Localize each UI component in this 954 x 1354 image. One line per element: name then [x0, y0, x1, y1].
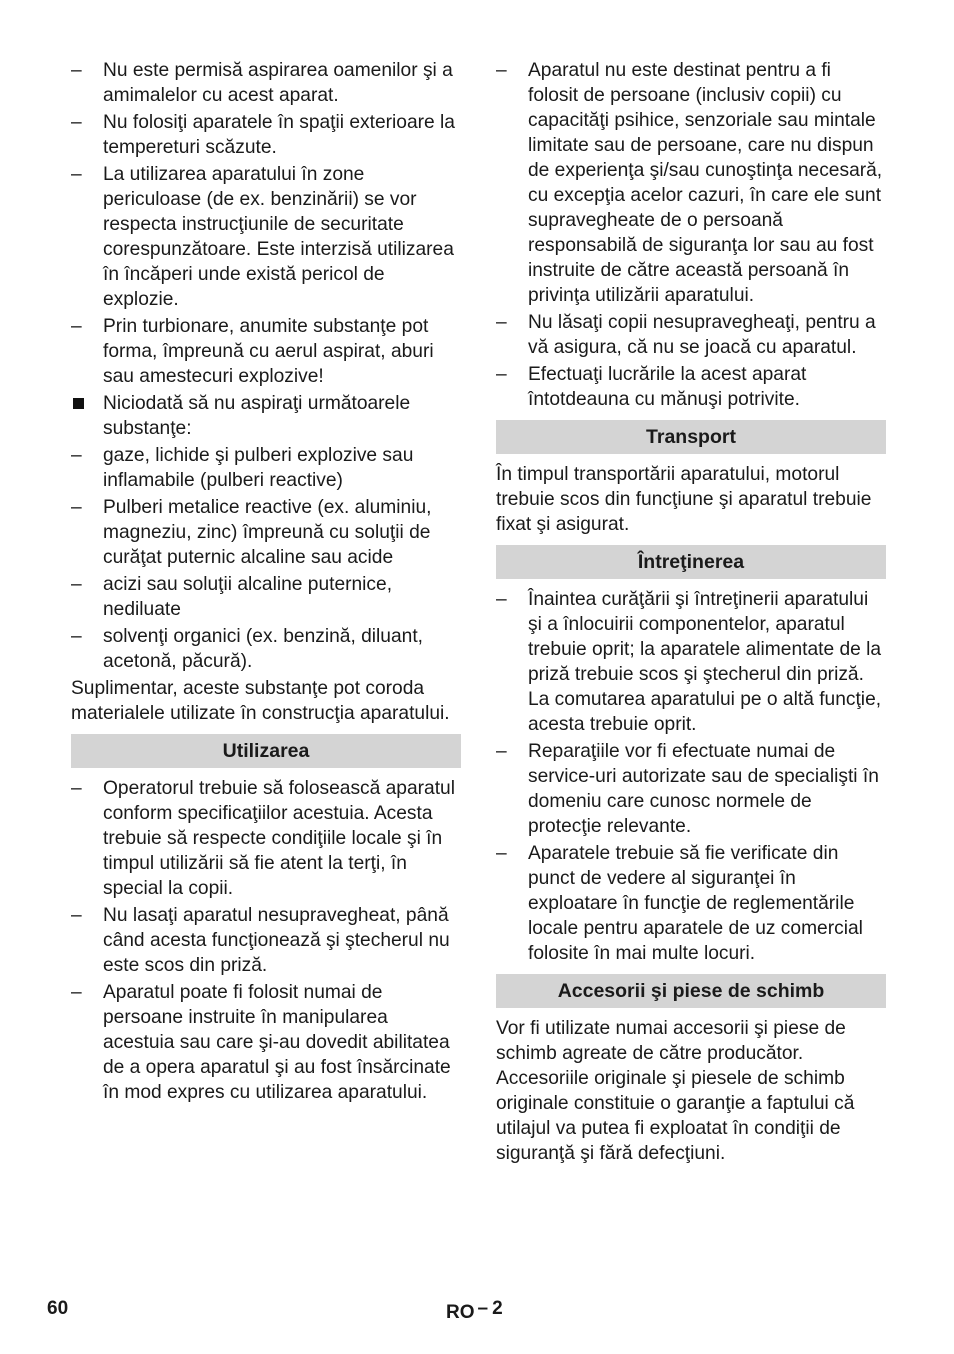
list-item-text: Aparatul poate fi folosit numai de persoane instruite în manipularea acestuia sau care şi-au dovedit abilitatea de a opera aparatul şi au fost însărcinate în mod expres cu utilizarea aparatului. [103, 982, 451, 1103]
dash-bullet-icon [71, 110, 87, 135]
list-item-text: acizi sau soluţii alcaline puternice, nediluate [103, 574, 393, 620]
list-item-text: Înaintea curăţării şi întreţinerii aparatului şi a înlocuirii componentelor, aparatul trebuie oprit; la aparatele alimentate de la priză trebuie scos şi ştecherul din priză. La comutarea aparatului pe o altă funcţie, acesta trebuie oprit. [528, 589, 882, 735]
dash-bullet-icon [71, 495, 87, 520]
right-list-b [496, 587, 886, 966]
list-item [71, 162, 461, 312]
dash-bullet-icon [71, 314, 87, 339]
list-item [496, 362, 886, 412]
dash-bullet-icon [496, 841, 512, 866]
list-item-text: Aparatele trebuie să fie verificate din punct de vedere al siguranţei în exploatare în funcţie de reglementările locale pentru aparatele de uz comercial folosite în mai multe locuri. [528, 843, 863, 964]
dash-bullet-icon [71, 624, 87, 649]
list-item [71, 572, 461, 622]
list-item-text: La utilizarea aparatului în zone periculoase (de ex. benzinării) se vor respecta instrucţiunile de securitate corespunzătoare. Este interzisă utilizarea în încăperi unde există pericol de explozie. [103, 164, 454, 310]
list-item-text: Prin turbionare, anumite substanţe pot forma, împreună cu aerul aspirat, aburi sau amestecuri explozive! [103, 316, 434, 387]
footer-section-code [446, 1298, 503, 1324]
list-item [496, 739, 886, 839]
language-code: RO [446, 1302, 475, 1323]
list-item-text: Nu folosiţi aparatele în spaţii exterioare la tempereturi scăzute. [103, 112, 455, 158]
heading-utilizarea: Utilizarea [71, 734, 461, 768]
dash-bullet-icon [496, 310, 512, 335]
heading-transport: Transport [496, 420, 886, 454]
list-item [71, 391, 461, 441]
dash-bullet-icon [71, 572, 87, 597]
left-column [71, 58, 461, 1107]
left-list-b [71, 776, 461, 1105]
left-list-a [71, 58, 461, 674]
list-item-text: Reparaţiile vor fi efectuate numai de service-uri autorizate sau de specialişti în domeniu care cunosc normele de protecţie relevante. [528, 741, 879, 837]
list-item [496, 310, 886, 360]
section-page: 2 [492, 1298, 503, 1319]
list-item-text: gaze, lichide şi pulberi explozive sau inflamabile (pulberi reactive) [103, 445, 414, 491]
list-item [71, 903, 461, 978]
dash-bullet-icon [71, 162, 87, 187]
dash-bullet-icon [496, 739, 512, 764]
list-item [71, 58, 461, 108]
list-item [71, 776, 461, 901]
page-number: 60 [47, 1298, 69, 1319]
list-item-text: Nu este permisă aspirarea oamenilor şi a amimalelor cu acest aparat. [103, 60, 453, 106]
list-item [71, 314, 461, 389]
right-column [496, 58, 886, 1174]
dash-bullet-icon [71, 443, 87, 468]
accessories-paragraph: Vor fi utilizate numai accesorii şi piese de schimb agreate de către producător. Accesoriile originale şi piesele de schimb originale constituie o garanţie a faptului că utilajul va putea fi exploatat în condiţii de siguranţă şi fără defecţiuni. [496, 1018, 855, 1164]
transport-paragraph: În timpul transportării aparatului, motorul trebuie scos din funcţiune şi aparatul trebuie fixat şi asigurat. [496, 464, 872, 535]
dash-bullet-icon [71, 903, 87, 928]
list-item-text: Aparatul nu este destinat pentru a fi folosit de persoane (inclusiv copii) cu capacităţi psihice, senzoriale sau mintale limitate sau de persoane, care nu dispun de experienţa şi/sau cunoştinţa necesară, cu excepţia acelor cazuri, în care ele sunt supravegheate de o persoană responsabilă de siguranţa lor sau au fost instruite de către această persoană în privinţa utilizării aparatului. [528, 60, 883, 306]
list-item [71, 495, 461, 570]
list-item [496, 58, 886, 308]
list-item [71, 443, 461, 493]
list-item-text: Nu lasaţi aparatul nesupravegheat, până când acesta funcţionează şi ştecherul nu este scos din priză. [103, 905, 450, 976]
list-item-text: Niciodată să nu aspiraţi următoarele substanţe: [103, 393, 411, 439]
list-item [71, 980, 461, 1105]
dash-bullet-icon [71, 980, 87, 1005]
dash-bullet-icon [496, 362, 512, 387]
dash-bullet-icon [496, 58, 512, 83]
list-item-text: Efectuaţi lucrările la acest aparat întotdeauna cu mănuşi potrivite. [528, 364, 807, 410]
list-item [496, 841, 886, 966]
list-item-text: Operatorul trebuie să folosească aparatul conform specificaţiilor acestuia. Acesta trebuie să respecte condiţiile locale şi în timpul utilizării să fie atent la terţi, în special la copii. [103, 778, 455, 899]
list-item-text: Nu lăsaţi copii nesupravegheaţi, pentru a vă asigura, că nu se joacă cu aparatul. [528, 312, 876, 358]
dash-bullet-icon [496, 587, 512, 612]
list-item [71, 624, 461, 674]
dash-bullet-icon [71, 776, 87, 801]
dash-bullet-icon [71, 58, 87, 83]
list-item-text: Pulberi metalice reactive (ex. aluminiu, magneziu, zinc) împreună cu soluţii de curăţat puternic alcaline sau acide [103, 497, 432, 568]
right-list-a [496, 58, 886, 412]
list-item-text: solvenţi organici (ex. benzină, diluant, acetonă, păcură). [103, 626, 423, 672]
footer-separator: – [477, 1298, 489, 1319]
heading-intretinerea: Întreţinerea [496, 545, 886, 579]
list-item [496, 587, 886, 737]
list-item [71, 110, 461, 160]
square-bullet-icon [73, 398, 84, 409]
substances-note: Suplimentar, aceste substanţe pot coroda materialele utilizate în construcţia aparatului. [71, 678, 450, 724]
heading-accesorii: Accesorii şi piese de schimb [496, 974, 886, 1008]
